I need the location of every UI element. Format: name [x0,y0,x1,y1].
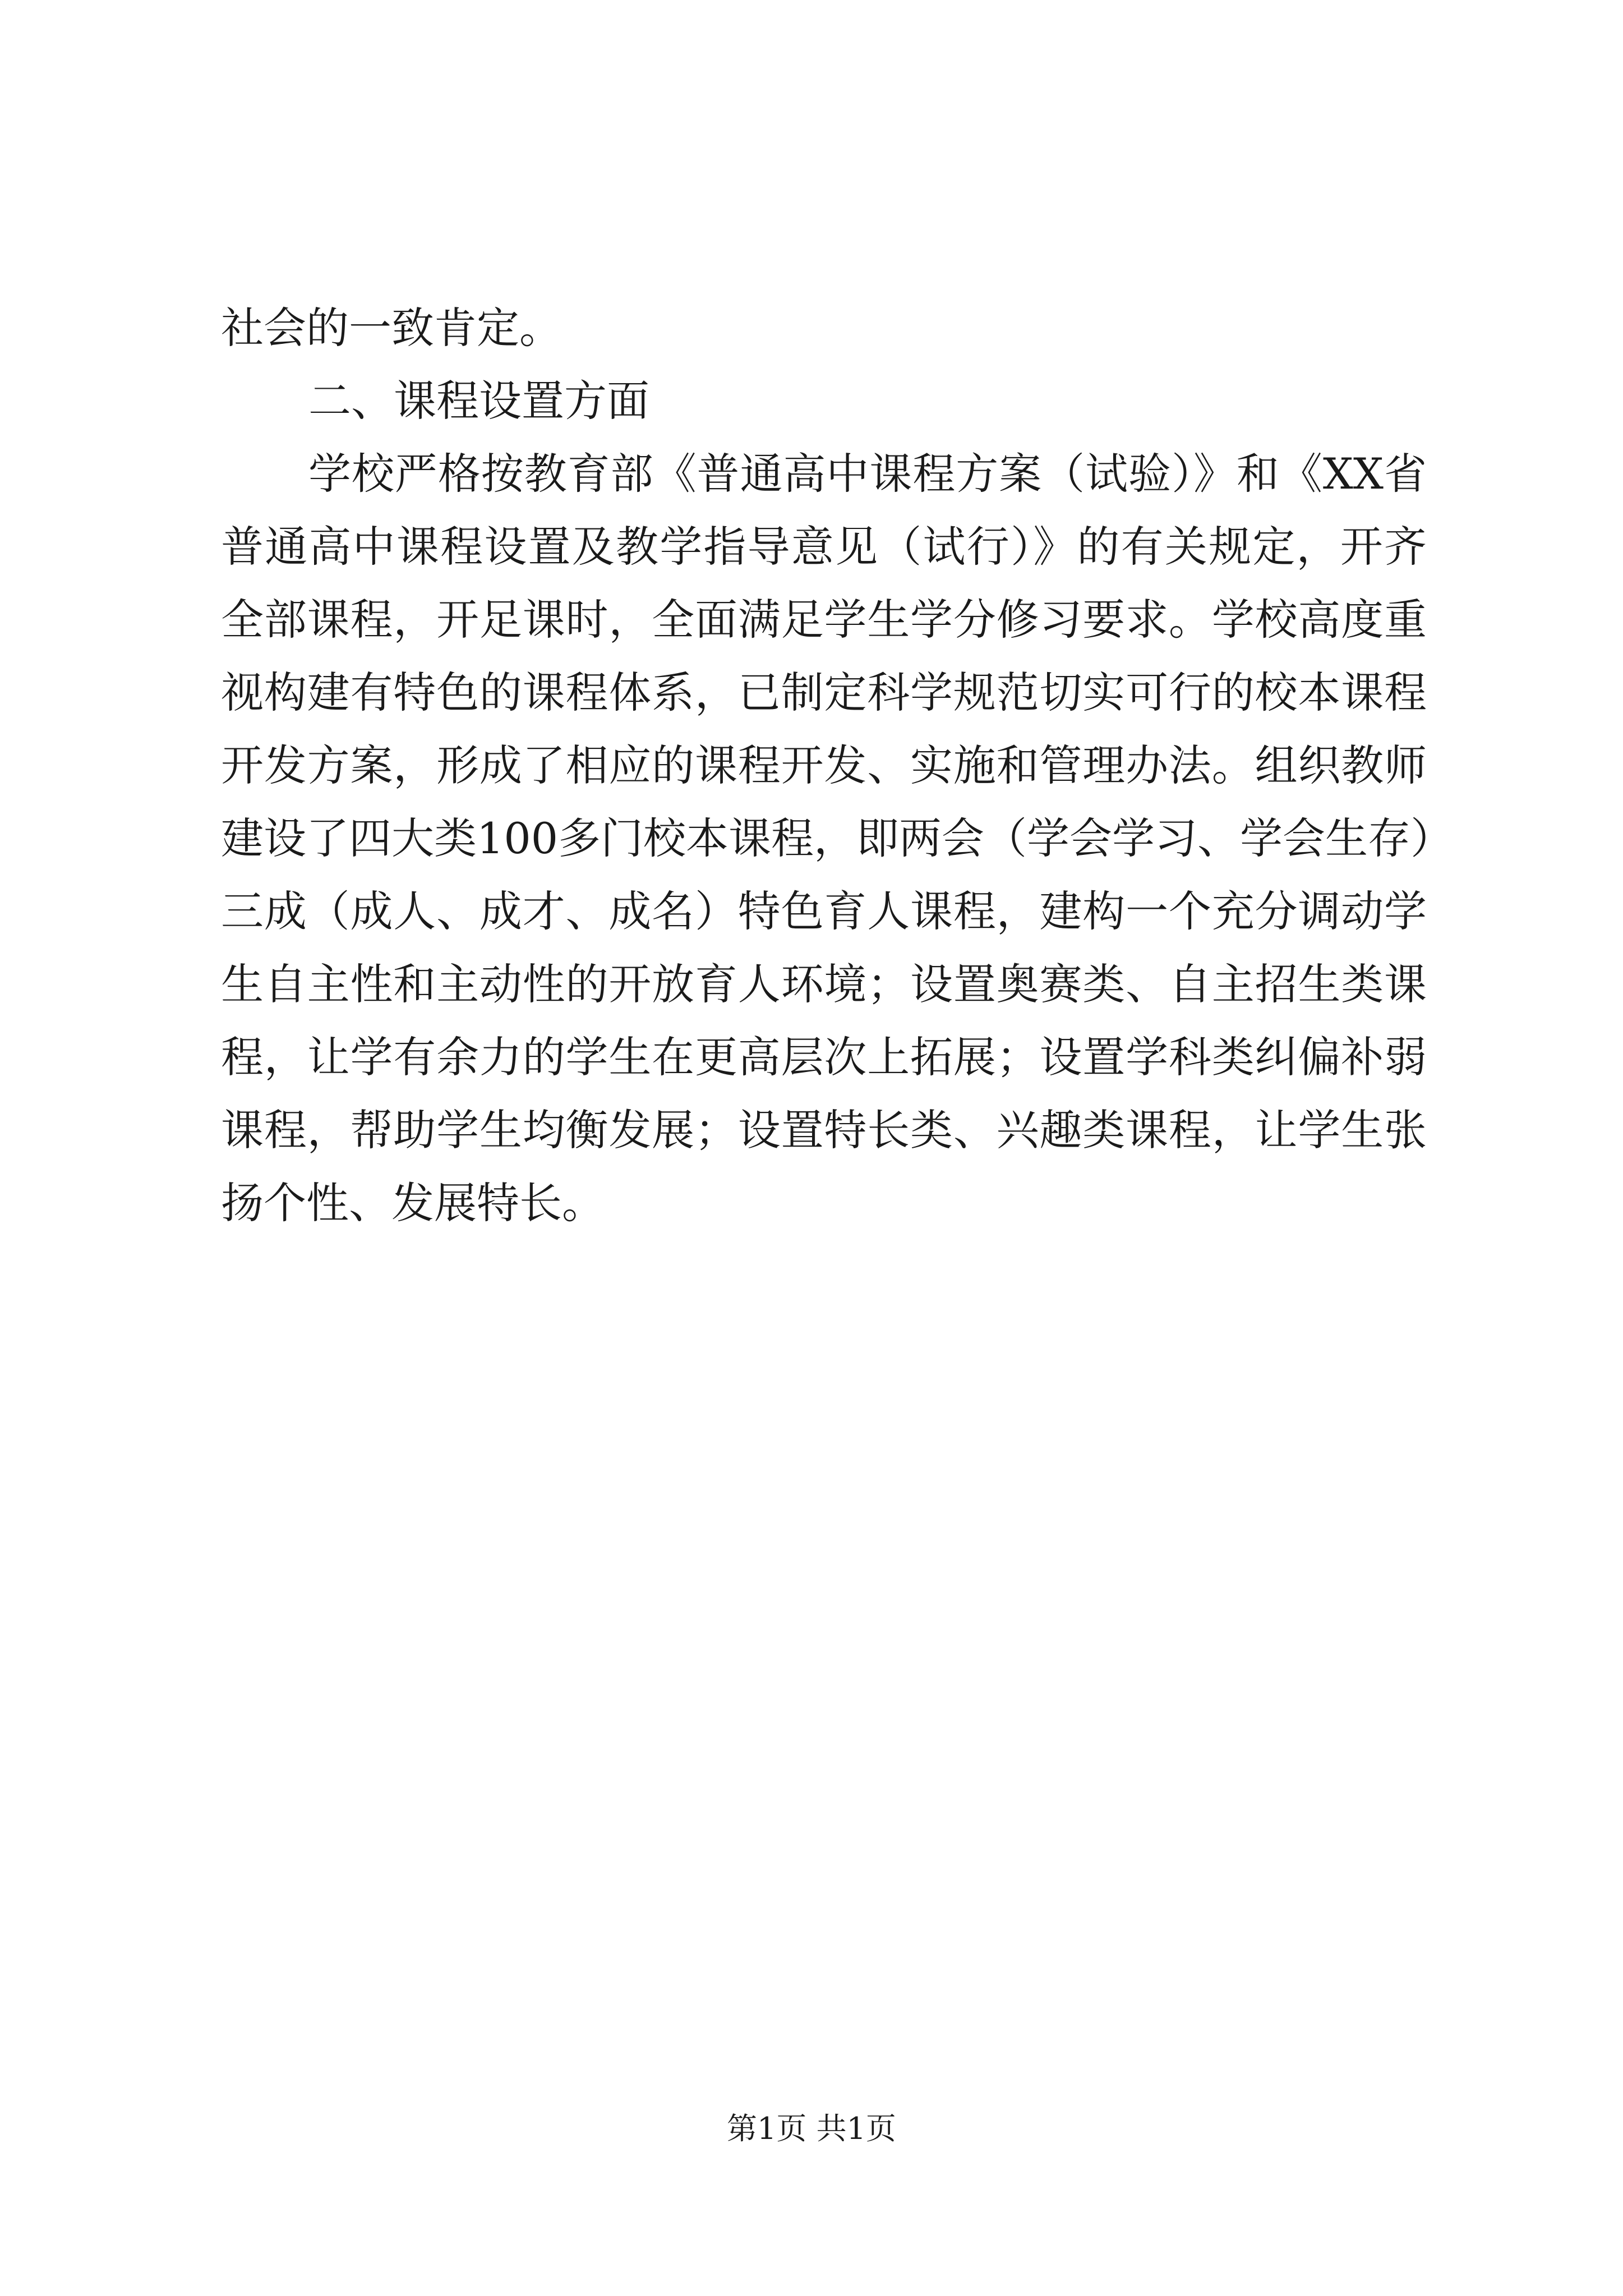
paragraph-2-line-10: 课程，帮助学生均衡发展；设置特长类、兴趣类课程，让学生张 [221,1105,1427,1155]
page-number-label: 第1页 共1页 [727,2111,896,2146]
paragraph-2-line-3: 全部课程，开足课时，全面满足学生学分修习要求。学校高度重 [221,595,1427,645]
paragraph-2-line-7: 三成（成人、成才、成名）特色育人课程，建构一个充分调动学 [221,886,1427,936]
paragraph-2-line-9: 程，让学有余力的学生在更高层次上拓展；设置学科类纠偏补弱 [221,1032,1427,1082]
paragraph-2-line-5: 开发方案，形成了相应的课程开发、实施和管理办法。组织教师 [221,740,1427,790]
page-footer [0,2106,1623,2151]
paragraph-2-line-2: 普通高中课程设置及教学指导意见（试行）》的有关规定，开齐 [221,522,1427,572]
paragraph-1-line-1: 社会的一致肯定。 [221,303,562,353]
section-heading: 二、课程设置方面 [308,376,649,426]
paragraph-2-line-4: 视构建有特色的课程体系，已制定科学规范切实可行的校本课程 [221,668,1427,717]
paragraph-2-line-6: 建设了四大类100多门校本课程，即两会（学会学习、学会生存） [221,813,1454,863]
paragraph-2-line-8: 生自主性和主动性的开放育人环境；设置奥赛类、自主招生类课 [221,959,1427,1009]
paragraph-2-line-1: 学校严格按教育部《普通高中课程方案（试验）》和《XX省 [308,449,1427,499]
paragraph-2-line-11: 扬个性、发展特长。 [221,1178,605,1228]
body-text [221,292,1454,1240]
